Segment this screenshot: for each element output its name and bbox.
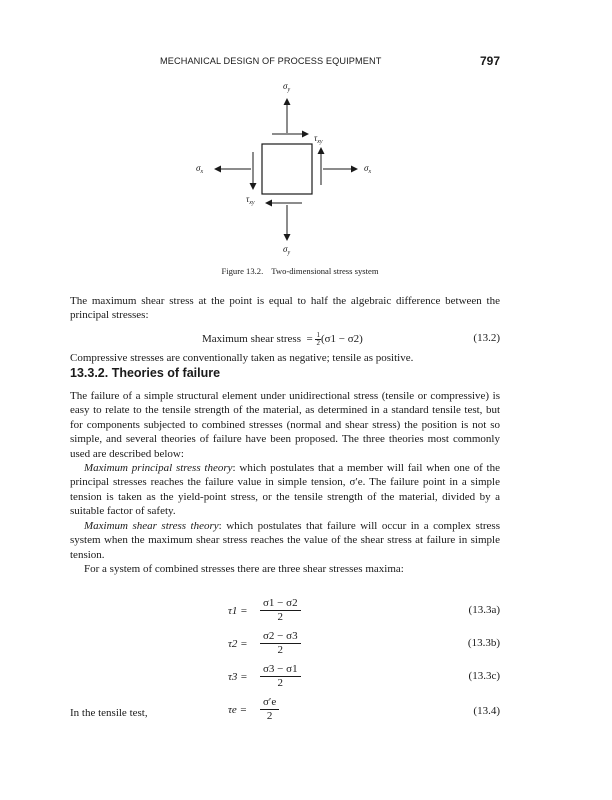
paragraph-tensile-test: In the tensile test, [70, 707, 148, 719]
paragraph-max-principal: Maximum principal stress theory: which postulates that a member will fail when one of the principal stresses reaches the failure value in simple tension, σ′e. The failure point in a simple tension is taken as the yield-point stress, or the tensile strength of the material, divided by a suitable factor of safety. [70, 462, 501, 518]
running-head: MECHANICAL DESIGN OF PROCESS EQUIPMENT [160, 56, 382, 66]
equation-number-13-3a: (13.3a) [468, 604, 500, 616]
tau-xy-top-label: $\tau_{xy}$ [314, 133, 323, 145]
tau-xy-bottom-label: $\tau_{xy}$ [246, 194, 255, 206]
paragraph-failure-intro: The failure of a simple structural element under unidirectional stress (tensile or compressive) is easy to relate to the tensile strength of the material, as determined in a standard tensile test, but for components subjected to combined stresses (normal and shear stress) the position is not so simple, and several theories of failure have been proposed. The three theories most commonly used are described below: [70, 390, 500, 460]
equation-13-3c: τ3 = $\frac{\sigma 3 - \sigma 1}{2}$ [228, 663, 301, 690]
sigma-y-bottom-label: $\sigma_y$ [283, 244, 291, 256]
stress-diagram [180, 78, 420, 263]
stress-figure [180, 78, 420, 283]
equation-13-2: Maximum shear stress = $\frac{1}{2}(\sigma 1 - \sigma 2)$ (13.2) [202, 331, 500, 347]
paragraph-sign-convention: Compressive stresses are conventionally taken as negative; tensile as positive. [70, 352, 414, 364]
equation-number-13-4: (13.4) [473, 705, 500, 717]
page-number: 797 [480, 54, 501, 68]
equation-number-13-3b: (13.3b) [467, 637, 500, 649]
equation-number-13-3c: (13.3c) [468, 670, 500, 682]
figure-caption: Figure 13.2. Two-dimensional stress system [221, 266, 379, 276]
stress-element-square [262, 144, 312, 194]
equation-13-3a: τ1 = $\frac{\sigma 1 - \sigma 2}{2}$ [228, 597, 301, 624]
page-header [0, 56, 612, 70]
paragraph-max-shear-theory: Maximum shear stress theory: which postulates that failure will occur in a complex stress system when the maximum shear stress reaches the value of the shear stress at failure in simple tension. [70, 520, 500, 561]
sigma-x-left-label: $\sigma_x$ [196, 163, 204, 175]
sigma-x-right-label: $\sigma_x$ [364, 163, 372, 175]
equation-13-4: τe = $\frac{\sigma'e}{2}$ [228, 696, 279, 723]
section-heading: 13.3.2. Theories of failure [70, 366, 221, 380]
sigma-y-top-label: $\sigma_y$ [283, 81, 291, 93]
paragraph-shear-maxima: For a system of combined stresses there are three shear stresses maxima: [84, 563, 404, 575]
equation-13-3b: τ2 = $\frac{\sigma 2 - \sigma 3}{2}$ [228, 630, 301, 657]
paragraph-max-shear: The maximum shear stress at the point is equal to half the algebraic difference between the principal stresses: [70, 295, 500, 322]
